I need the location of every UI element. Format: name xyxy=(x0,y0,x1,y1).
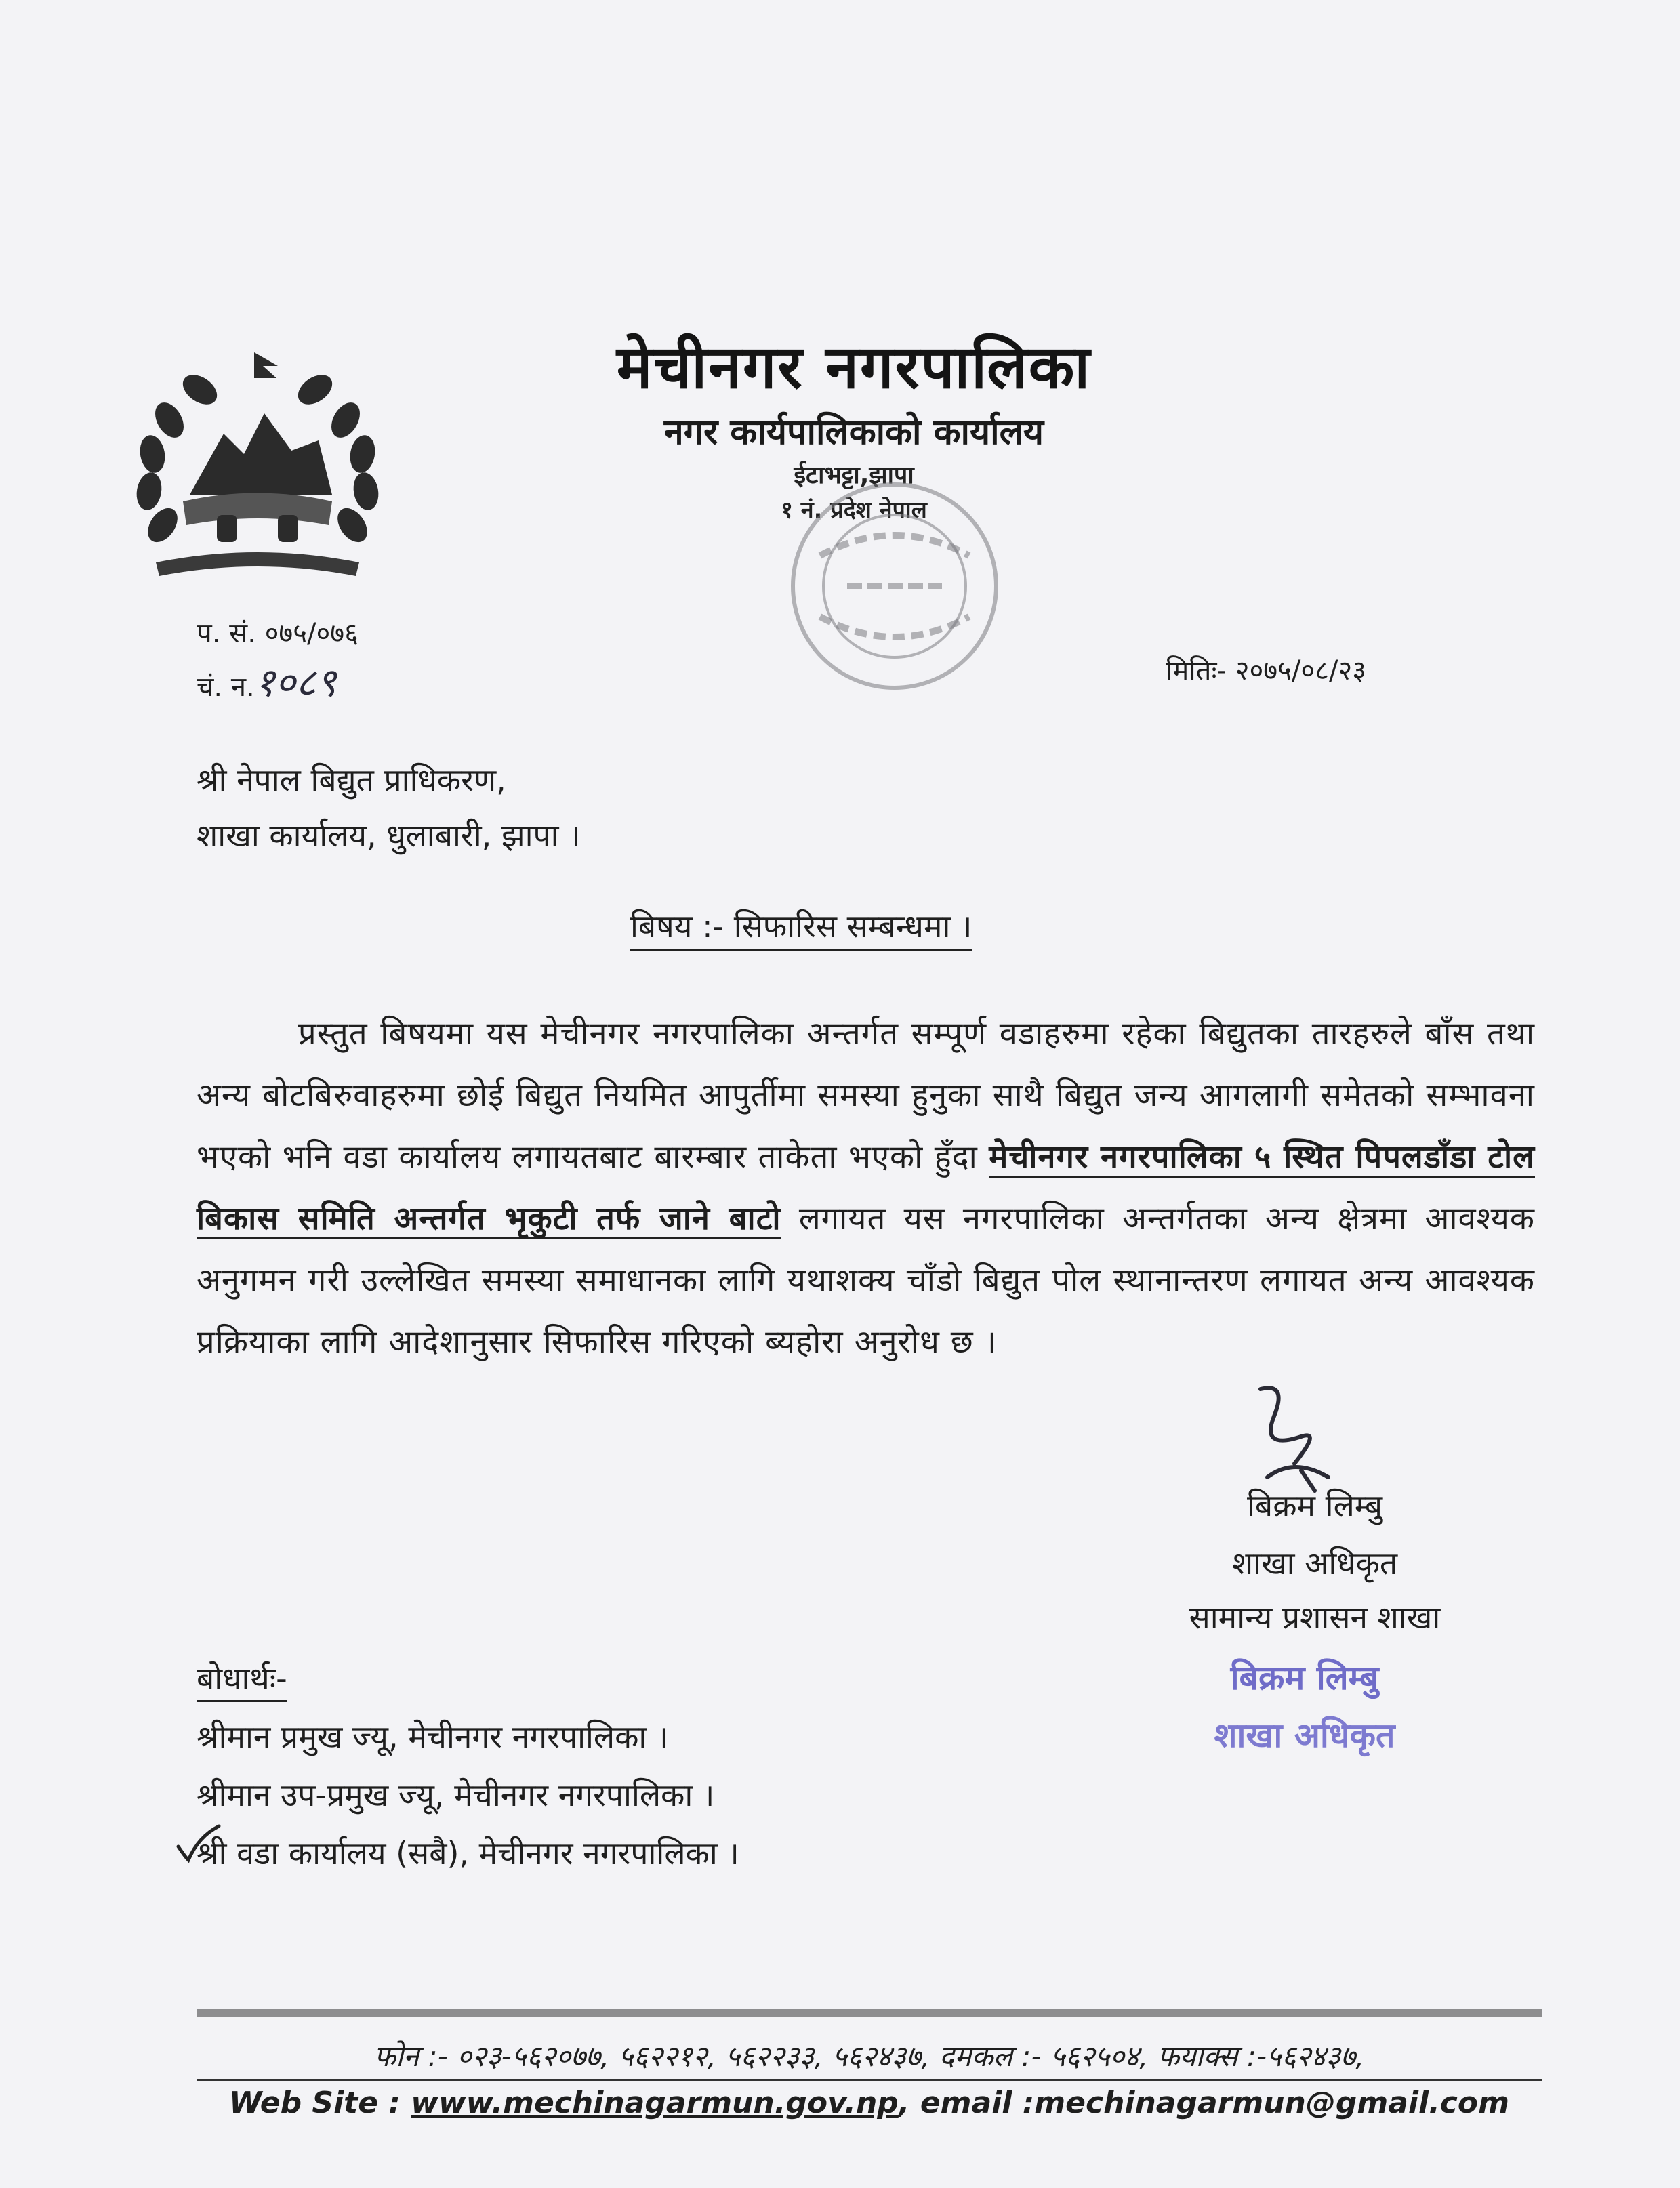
cc-item: श्रीमान उप-प्रमुख ज्यू, मेचीनगर नगरपालिका । xyxy=(197,1777,715,1813)
cc-item: श्री वडा कार्यालय (सबै), मेचीनगर नगरपालिका । xyxy=(197,1835,739,1872)
ref-label: प. सं. xyxy=(197,618,256,649)
body-highlight: मेचीनगर नगरपालिका ५ स्थित पिपलडाँडा टोल बिकास समिति अन्तर्गत भृकुटी तर्फ जाने बाटो xyxy=(197,1138,1535,1239)
footer-phone: फोन :- ०२३-५६२०७७, ५६२२१२, ५६२२३३, ५६२४३७, दमकल :- ५६२५०४, फयाक्स :-५६२४३७, xyxy=(373,2040,1365,2073)
signatory-title: शाखा अधिकृत xyxy=(1231,1545,1398,1582)
body-part-2: लगायत यस नगरपालिका अन्तर्गतका अन्य क्षेत्रमा आवश्यक अनुगमन गरी उल्लेखित समस्या समाधानका लागि यथाशक्य चाँडो बिद्युत पोल स्थानान्तरण लगायत अन्य आवश्यक प्रक्रियाका लागि आदेशानुसार सिफारिस गरिएको ब्यहोरा अनुरोध छ । xyxy=(197,1200,1535,1361)
email-label: , email : xyxy=(898,2086,1035,2120)
addressee-line-1: श्री नेपाल बिद्युत प्राधिकरण, xyxy=(197,762,506,798)
office-province: १ नं. प्रदेश नेपाल xyxy=(781,497,927,524)
name-stamp: बिक्रम लिम्बु xyxy=(1230,1658,1379,1697)
tick-mark-icon xyxy=(175,1823,222,1863)
signature-icon xyxy=(1220,1376,1355,1498)
letter-date xyxy=(1166,651,1366,688)
dispatch-number xyxy=(197,654,336,707)
addressee-line-2: शाखा कार्यालय, धुलाबारी, झापा । xyxy=(197,817,581,854)
website-link[interactable]: www.mechinagarmun.gov.np xyxy=(411,2086,899,2120)
reference-number xyxy=(197,613,358,651)
body-part-1: प्रस्तुत बिषयमा यस मेचीनगर नगरपालिका अन्तर्गत सम्पूर्ण वडाहरुमा रहेका बिद्युतका तारहरुले बाँस तथा अन्य बोटबिरुवाहरुमा छोई बिद्युत नियमित आपुर्तीमा समस्या हुनुका साथै बिद्युत जन्य आगलागी समेतको सम्भावना भएको भनि वडा कार्यालय लगायतबाट बारम्बार ताकेता भएको हुँदा xyxy=(197,1015,1535,1176)
signatory-name: बिक्रम लिम्बु xyxy=(1247,1487,1382,1524)
footer-rule xyxy=(197,2079,1542,2081)
cc-heading: बोधार्थः- xyxy=(197,1657,287,1702)
ref-value: ०७५/०७६ xyxy=(264,618,358,649)
office-name: नगर कार्यपालिकाको कार्यालय xyxy=(663,412,1044,453)
title-stamp: शाखा अधिकृत xyxy=(1214,1716,1395,1755)
signatory-branch: सामान्य प्रशासन शाखा xyxy=(1189,1599,1441,1636)
dispatch-label: चं. न. xyxy=(197,672,255,703)
date-label: मितिः- xyxy=(1166,655,1227,686)
org-name: मेचीनगर नगरपालिका xyxy=(616,332,1092,402)
office-stamp-icon xyxy=(759,474,1030,698)
date-value: २०७५/०८/२३ xyxy=(1235,655,1367,686)
email-link[interactable]: mechinagarmun@gmail.com xyxy=(1034,2086,1509,2120)
footer-divider xyxy=(197,2009,1542,2017)
nepal-emblem-icon xyxy=(115,339,400,590)
subject-line: बिषय :- सिफारिस सम्बन्धमा । xyxy=(630,905,972,951)
dispatch-value: १०८९ xyxy=(254,659,337,705)
office-address: ईटाभट्टा,झापा xyxy=(794,461,914,489)
web-label: Web Site : xyxy=(229,2086,411,2120)
cc-list xyxy=(197,1708,739,1882)
cc-item: श्रीमान प्रमुख ज्यू, मेचीनगर नगरपालिका । xyxy=(197,1718,669,1755)
addressee xyxy=(197,752,581,863)
footer-web xyxy=(197,2086,1542,2120)
letter-body xyxy=(197,1003,1535,1373)
